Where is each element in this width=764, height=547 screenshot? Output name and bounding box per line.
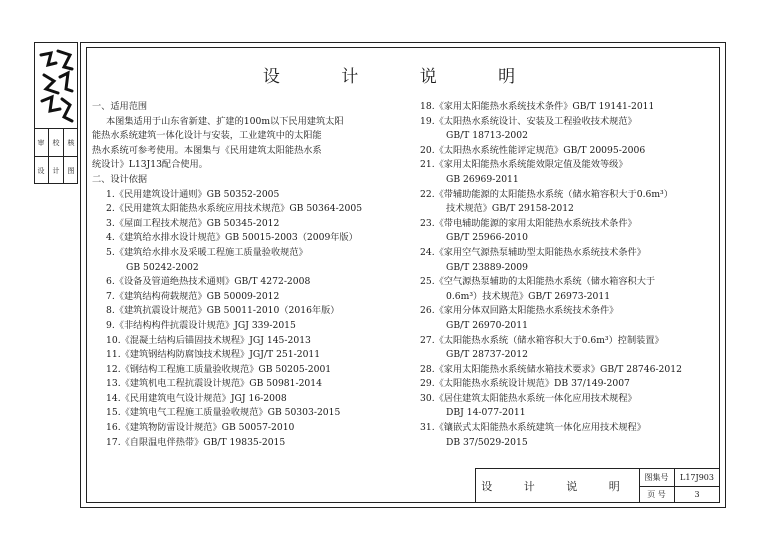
text-line: 17.《自限温电伴热带》GB/T 19835-2015 <box>106 436 286 448</box>
text-line: 31.《镶嵌式太阳能热水系统建筑一体化应用技术规程》 <box>420 422 646 434</box>
text-line: 12.《钢结构工程施工质量验收规范》GB 50205-2001 <box>106 363 332 375</box>
text-line: 30.《居住建筑太阳能热水系统一体化应用技术规程》 <box>420 392 637 404</box>
text-line: 21.《家用太阳能热水系统能效限定值及能效等级》 <box>420 159 628 171</box>
text-line: 能热水系统建筑一体化设计与安装，工业建筑中的太阳能 <box>92 130 322 142</box>
text-line: 本图集适用于山东省新建、扩建的100m以下民用建筑太阳 <box>106 115 344 127</box>
text-line: GB/T 28737-2012 <box>446 349 528 361</box>
text-line: 9.《非结构构件抗震设计规范》JGJ 339-2015 <box>106 319 296 331</box>
text-line: 27.《太阳能热水系统（储水箱容积大于0.6m³）控制装置》 <box>420 334 664 346</box>
binding-cell: 计 <box>49 157 64 184</box>
binding-cell: 设 <box>34 157 49 184</box>
atlas-number-row <box>639 469 719 486</box>
text-line: 1.《民用建筑设计通则》GB 50352-2005 <box>106 188 280 200</box>
binding-cell: 审 <box>34 129 49 156</box>
binding-cell: 核 <box>67 138 75 147</box>
text-line: DB 37/5029-2015 <box>446 436 528 448</box>
text-line: GB/T 23889-2009 <box>446 261 528 273</box>
text-line: 20.《太阳热水系统性能评定规范》GB/T 20095-2006 <box>420 144 646 156</box>
text-line: 26.《家用分体双回路太阳能热水系统技术条件》 <box>420 305 619 317</box>
text-line: 统设计》L13J13配合使用。 <box>92 159 208 171</box>
text-line: 25.《空气源热泵辅助的太阳能热水系统（储水箱容积大于 <box>420 276 656 288</box>
binding-cells <box>34 128 78 184</box>
text-line: 15.《建筑电气工程施工质量验收规范》GB 50303-2015 <box>106 407 341 419</box>
text-line: GB/T 26970-2011 <box>446 319 528 331</box>
text-line: 24.《家用空气源热泵辅助型太阳能热水系统技术条件》 <box>420 246 646 258</box>
text-line: GB 26969-2011 <box>446 173 519 185</box>
binding-cell: 图 <box>67 166 75 175</box>
text-line: 22.《带辅助能源的太阳能热水系统（储水箱容积大于0.6m³） <box>420 188 673 200</box>
text-line: 技术规范》GB/T 29158-2012 <box>446 203 574 215</box>
right-column <box>420 100 720 450</box>
text-line: 8.《建筑抗震设计规范》GB 50011-2010（2016年版） <box>106 305 340 317</box>
text-line: 6.《设备及管道绝热技术通则》GB/T 4272-2008 <box>106 276 311 288</box>
page-number-value: 3 <box>694 489 700 499</box>
page-number-label: 页 号 <box>639 487 675 503</box>
text-line: 2.《民用建筑太阳能热水系统应用技术规范》GB 50364-2005 <box>106 203 363 215</box>
title-block <box>475 468 720 503</box>
binding-cell: 校 <box>49 129 64 156</box>
text-line: 14.《民用建筑电气设计规范》JGJ 16-2008 <box>106 392 287 404</box>
text-line: DBJ 14-077-2011 <box>446 407 526 419</box>
text-line: 一、适用范围 <box>92 101 148 112</box>
title-block-name: 设 计 说 明 <box>476 469 640 502</box>
binding-row-1 <box>34 128 78 156</box>
page-number-row <box>639 486 719 503</box>
text-line: 0.6m³）技术规范》GB/T 26973-2011 <box>446 290 611 302</box>
text-line: 28.《家用太阳能热水系统储水箱技术要求》GB/T 28746-2012 <box>420 363 682 375</box>
text-line: GB/T 25966-2010 <box>446 232 528 244</box>
text-line: 16.《建筑物防雷设计规范》GB 50057-2010 <box>106 422 295 434</box>
text-line: 热水系统可参考使用。本图集与《民用建筑太阳能热水系 <box>92 144 322 156</box>
text-line: 29.《太阳能热水系统设计规范》DB 37/149-2007 <box>420 378 630 390</box>
text-line: GB/T 18713-2002 <box>446 130 528 142</box>
text-line: 13.《建筑机电工程抗震设计规范》GB 50981-2014 <box>106 378 322 390</box>
text-line: 5.《建筑给水排水及采暖工程施工质量验收规范》 <box>106 246 308 258</box>
text-line: 23.《带电辅助能源的家用太阳能热水系统技术条件》 <box>420 217 637 229</box>
text-line: 10.《混凝土结构后锚固技术规程》JGJ 145-2013 <box>106 334 311 346</box>
text-line: 18.《家用太阳能热水系统技术条件》GB/T 19141-2011 <box>420 101 655 112</box>
text-line: 11.《建筑钢结构防腐蚀技术规程》JGJ/T 251-2011 <box>106 349 321 361</box>
text-line: 3.《屋面工程技术规范》GB 50345-2012 <box>106 217 280 229</box>
binding-row-2 <box>34 156 78 184</box>
left-column <box>92 100 410 450</box>
text-line: 19.《太阳热水系统设计、安装及工程验收技术规范》 <box>420 115 637 127</box>
atlas-number-label: 图集号 <box>639 469 675 486</box>
title-block-grid <box>639 469 719 502</box>
atlas-number-value: L17J903 <box>680 472 714 482</box>
text-line: 二、设计依据 <box>92 173 148 185</box>
text-line: 4.《建筑给水排水设计规范》GB 50015-2003（2009年版） <box>106 232 358 244</box>
signature-stamp <box>36 45 76 127</box>
text-line: 7.《建筑结构荷载规范》GB 50009-2012 <box>106 290 280 302</box>
page-title: 设 计 说 明 <box>262 67 544 87</box>
text-line: GB 50242-2002 <box>126 261 199 273</box>
